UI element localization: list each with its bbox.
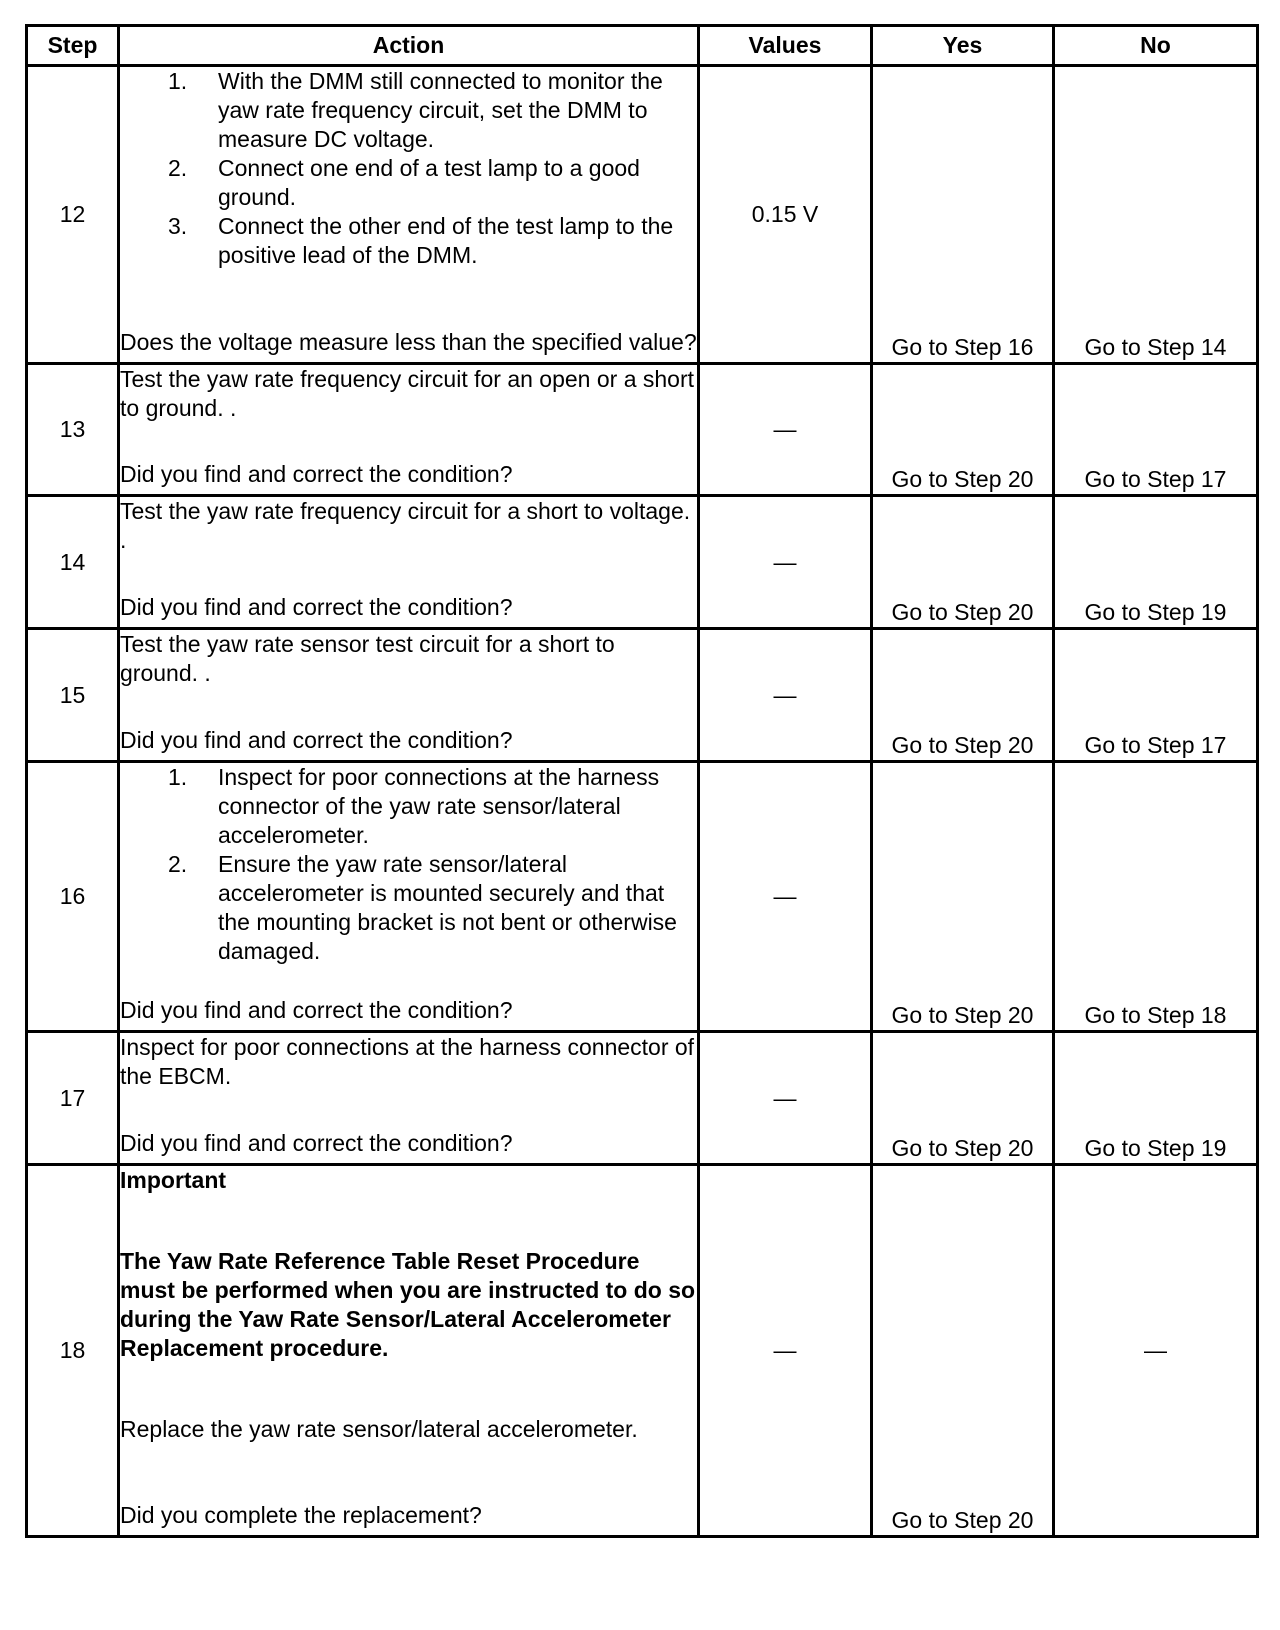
header-yes: Yes <box>872 26 1054 66</box>
table-row-step-14 <box>27 496 1258 629</box>
yes-goto: Go to Step 16 <box>872 66 1054 364</box>
yes-goto: Go to Step 20 <box>872 1032 1054 1165</box>
action-cell <box>119 629 699 762</box>
value-cell: — <box>699 364 872 496</box>
action-text: Test the yaw rate frequency circuit for a short to voltage. . <box>120 498 691 553</box>
step-number: 13 <box>27 364 119 496</box>
header-action: Action <box>119 26 699 66</box>
action-question: Did you find and correct the condition? <box>120 594 513 620</box>
step-number: 15 <box>27 629 119 762</box>
no-goto: Go to Step 17 <box>1054 629 1258 762</box>
action-steps-list <box>120 67 697 270</box>
step-number: 12 <box>27 66 119 364</box>
step-number: 18 <box>27 1165 119 1537</box>
value-cell: — <box>699 629 872 762</box>
action-question: Did you find and correct the condition? <box>120 461 513 487</box>
action-cell <box>119 1165 699 1537</box>
step-number: 16 <box>27 762 119 1032</box>
no-goto: Go to Step 17 <box>1054 364 1258 496</box>
table-row-step-18 <box>27 1165 1258 1537</box>
yes-goto: Go to Step 20 <box>872 762 1054 1032</box>
header-values: Values <box>699 26 872 66</box>
header-row <box>27 26 1258 66</box>
table-row-step-17 <box>27 1032 1258 1165</box>
action-question: Does the voltage measure less than the specified value? <box>120 329 697 355</box>
table-row-step-12 <box>27 66 1258 364</box>
action-step: Inspect for poor connections at the harness connector of the yaw rate sensor/lateral accelerometer. <box>218 764 660 848</box>
value-cell: — <box>699 1032 872 1165</box>
header-step: Step <box>27 26 119 66</box>
yes-goto: Go to Step 20 <box>872 364 1054 496</box>
yes-goto: Go to Step 20 <box>872 1165 1054 1537</box>
no-goto: — <box>1054 1165 1258 1537</box>
diagnostic-table <box>25 24 1259 1538</box>
action-question: Did you find and correct the condition? <box>120 727 513 753</box>
action-cell <box>119 762 699 1032</box>
action-cell <box>119 364 699 496</box>
action-step: Connect one end of a test lamp to a good ground. <box>218 155 640 210</box>
no-goto: Go to Step 19 <box>1054 496 1258 629</box>
action-text: Replace the yaw rate sensor/lateral accelerometer. <box>120 1416 638 1442</box>
action-question: Did you complete the replacement? <box>120 1502 482 1528</box>
yes-goto: Go to Step 20 <box>872 496 1054 629</box>
header-no: No <box>1054 26 1258 66</box>
action-cell <box>119 1032 699 1165</box>
no-goto: Go to Step 18 <box>1054 762 1258 1032</box>
action-step: Ensure the yaw rate sensor/lateral accelerometer is mounted securely and that the mounting bracket is not bent or otherwise damaged. <box>218 851 677 964</box>
action-steps-list <box>120 763 697 966</box>
yes-goto: Go to Step 20 <box>872 629 1054 762</box>
value-cell: — <box>699 1165 872 1537</box>
value-cell: 0.15 V <box>699 66 872 364</box>
value-cell: — <box>699 762 872 1032</box>
action-question: Did you find and correct the condition? <box>120 1130 513 1156</box>
action-question: Did you find and correct the condition? <box>120 997 513 1023</box>
table-row-step-15 <box>27 629 1258 762</box>
important-note: The Yaw Rate Reference Table Reset Procedure must be performed when you are instructed to do so during the Yaw Rate Sensor/Lateral Accelerometer Replacement procedure. <box>120 1248 696 1361</box>
action-cell <box>119 66 699 364</box>
action-text: Test the yaw rate sensor test circuit for a short to ground. . <box>120 631 615 686</box>
step-number: 17 <box>27 1032 119 1165</box>
table-row-step-16 <box>27 762 1258 1032</box>
action-text: Test the yaw rate frequency circuit for an open or a short to ground. . <box>120 366 695 421</box>
action-step: With the DMM still connected to monitor the yaw rate frequency circuit, set the DMM to measure DC voltage. <box>218 68 663 152</box>
table-row-step-13 <box>27 364 1258 496</box>
value-cell: — <box>699 496 872 629</box>
no-goto: Go to Step 14 <box>1054 66 1258 364</box>
no-goto: Go to Step 19 <box>1054 1032 1258 1165</box>
action-cell <box>119 496 699 629</box>
step-number: 14 <box>27 496 119 629</box>
action-text: Inspect for poor connections at the harness connector of the EBCM. <box>120 1034 695 1089</box>
action-step: Connect the other end of the test lamp to the positive lead of the DMM. <box>218 213 674 268</box>
important-title: Important <box>120 1167 227 1193</box>
